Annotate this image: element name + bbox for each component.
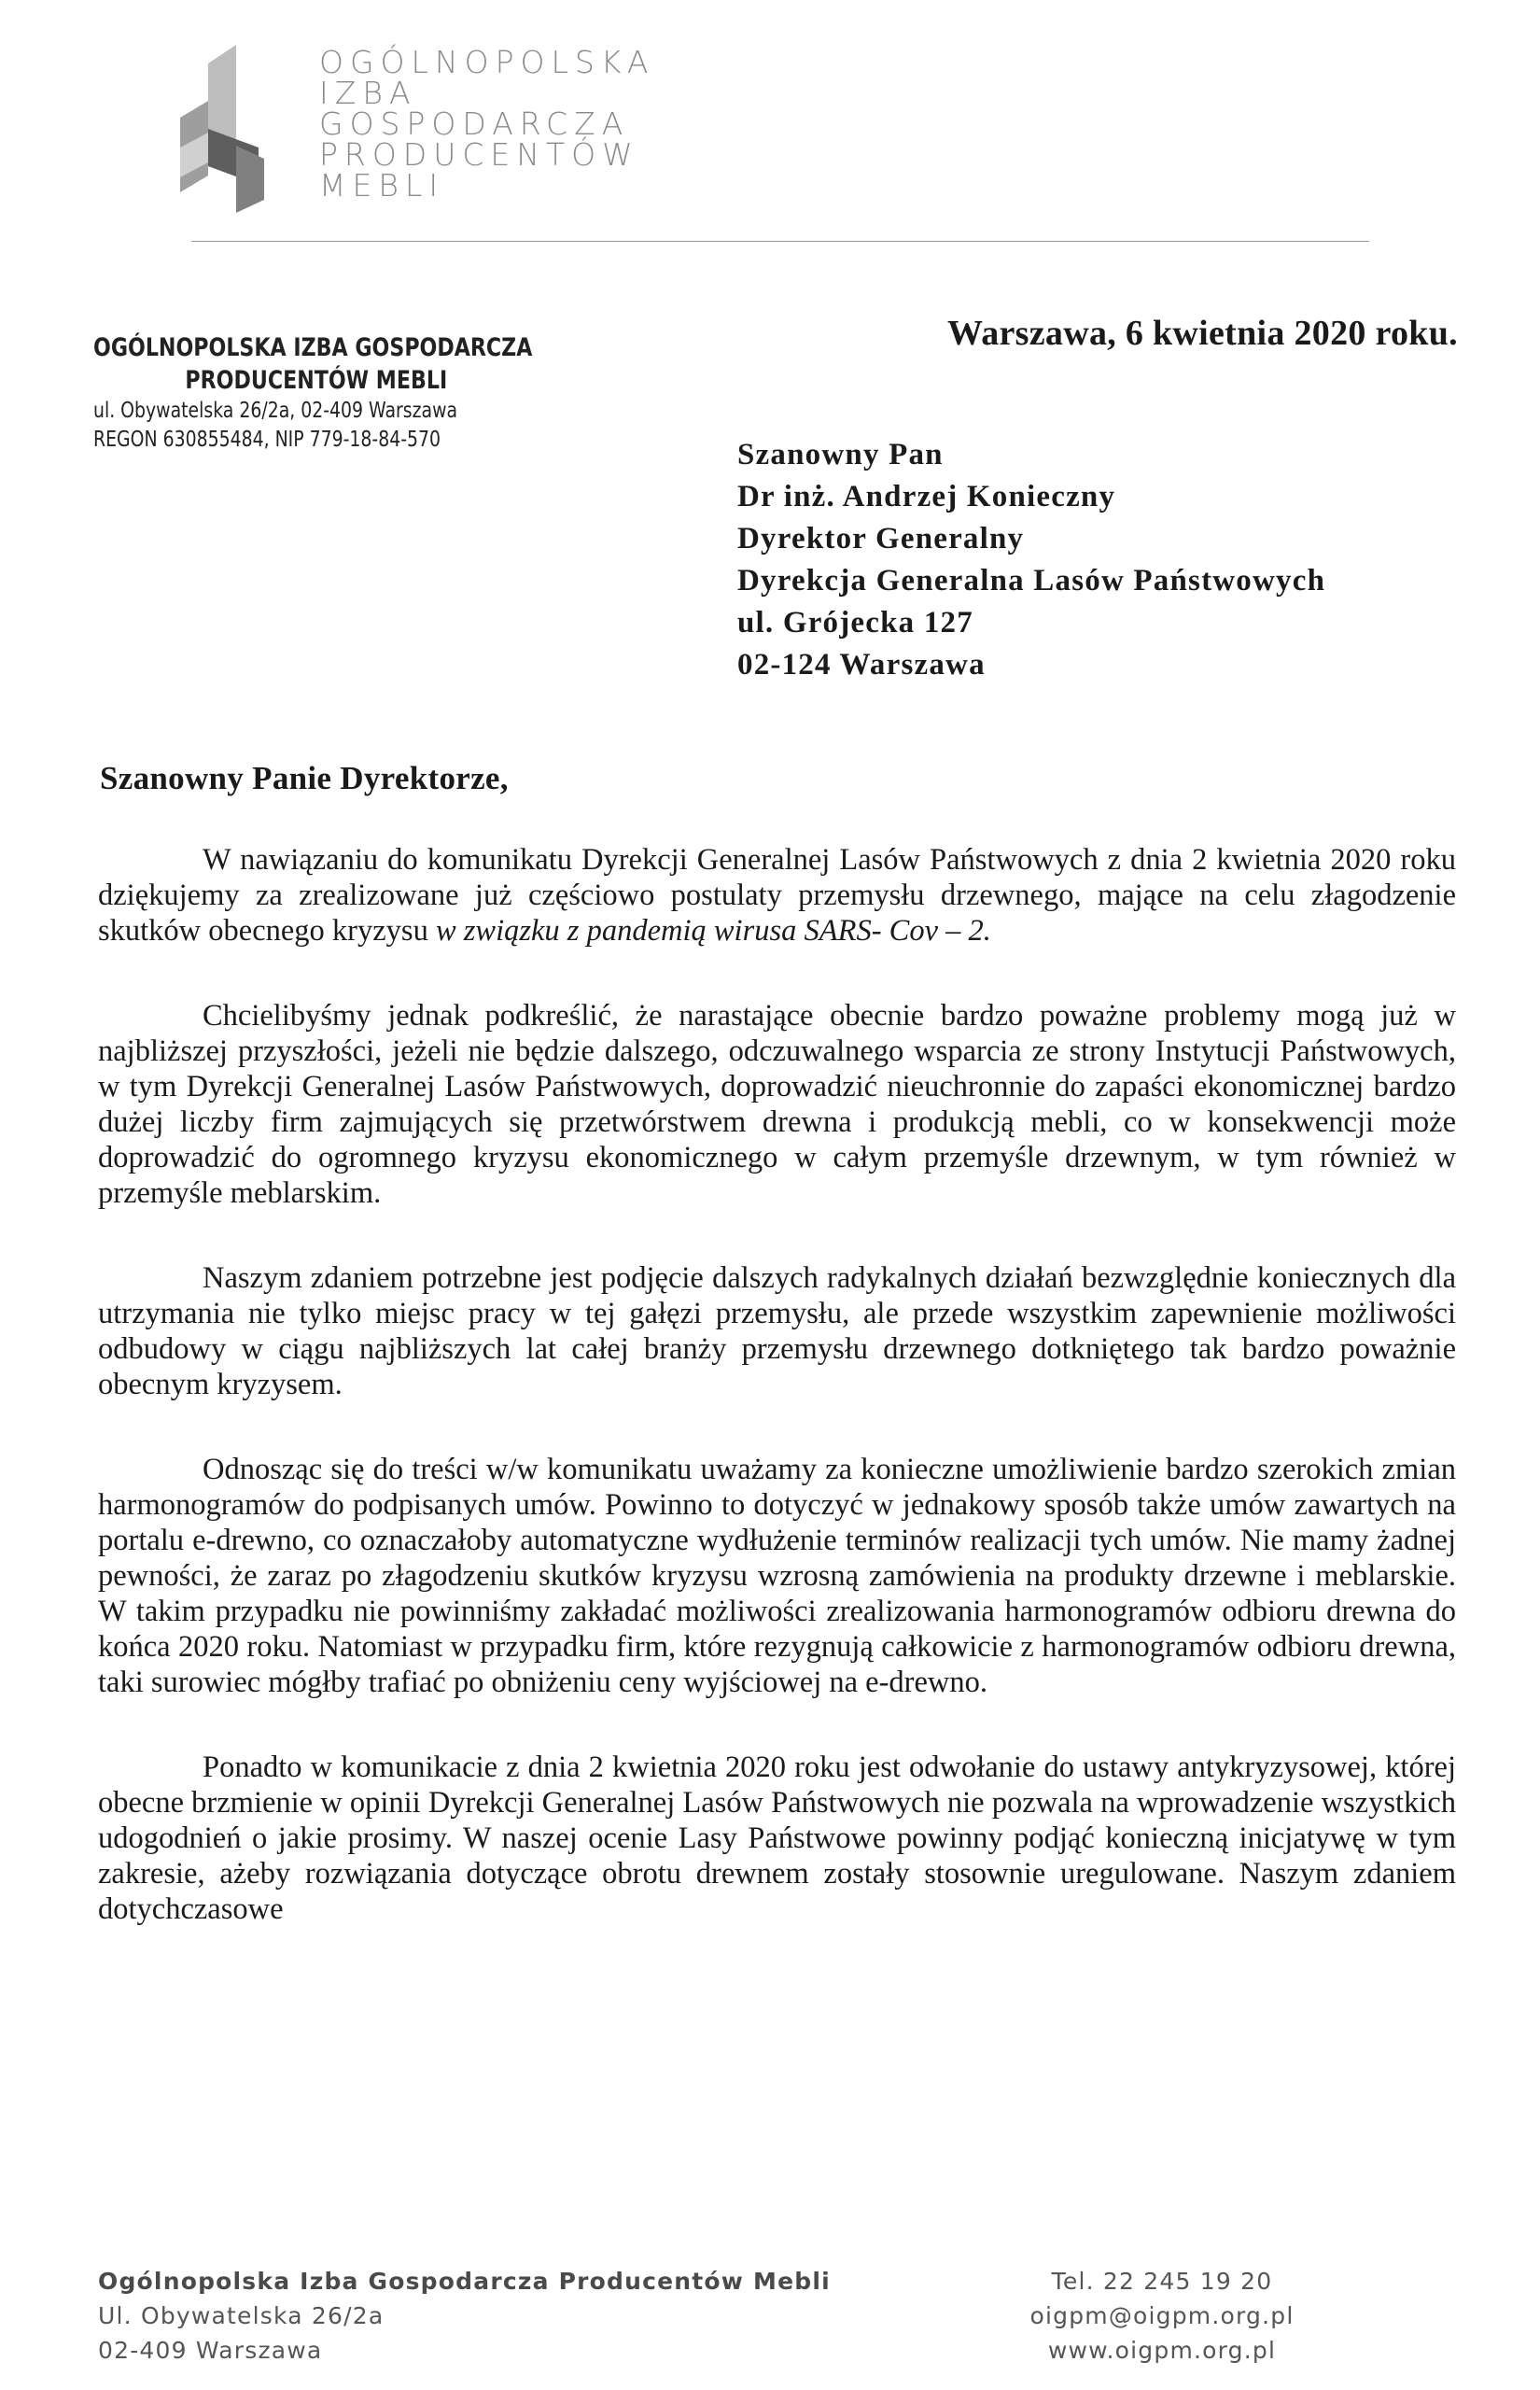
salutation: Szanowny Panie Dyrektorze, [100, 760, 509, 796]
sender-stamp [93, 331, 533, 455]
recipient-line: ul. Grójecka 127 [737, 606, 973, 640]
footer-phone: Tel. 22 245 19 20 [1051, 2268, 1273, 2295]
logo-line: OGÓLNOPOLSKA [319, 44, 655, 80]
footer-street: Ul. Obywatelska 26/2a [98, 2302, 385, 2329]
footer-org: Ogólnopolska Izba Gospodarcza Producentów Mebli [98, 2268, 831, 2295]
body-paragraph: Ponadto w komunikacie z dnia 2 kwietnia 2020 roku jest odwołanie do ustawy antykryzysowej, której obecne brzmienie w opinii Dyrekcji Generalnej Lasów Państwowych nie pozwala na wprowadzenie wszystkich udogodnień o jakie prosimy. W naszej ocenie Lasy Państwowe powinny podjąć konieczną inicjatywę w tym zakresie, ażeby rozwiązania dotyczące obrotu drewnem zostały stosownie uregulowane. Naszym zdaniem dotychczasowe [98, 1750, 1456, 1926]
logo-wordmark [319, 44, 655, 204]
body-paragraph [98, 842, 1456, 949]
body-paragraph: Chcielibyśmy jednak podkreślić, że narastające obecnie bardzo poważne problemy mogą już w najbliższej przyszłości, jeżeli nie będzie dalszego, odczuwalnego wsparcia ze strony Instytucji Państwowych, w tym Dyrekcji Generalnej Lasów Państwowych, doprowadzić nieuchronnie do zapaści ekonomicznej bardzo dużej liczby firm zajmujących się przetwórstwem drewna i produkcją mebli, co w konsekwencji może doprowadzić do ogromnego kryzysu ekonomicznego w całym przemyśle drzewnym, w tym również w przemyśle meblarskim. [98, 999, 1456, 1210]
sender-org-line2: PRODUCENTÓW MEBLI [185, 366, 448, 395]
letter-body [98, 842, 1456, 1927]
header-divider [191, 241, 1369, 242]
letter-date: Warszawa, 6 kwietnia 2020 roku. [947, 314, 1458, 353]
footer-website[interactable]: www.oigpm.org.pl [1047, 2337, 1277, 2364]
body-paragraph: Odnosząc się do treści w/w komunikatu uważamy za konieczne umożliwienie bardzo szerokich zmian harmonogramów do podpisanych umów. Powinno to dotyczyć w jednakowy sposób także umów zawartych na portalu e-drewno, co oznaczałoby automatyczne wydłużenie terminów realizacji tych umów. Nie mamy żadnej pewności, że zaraz po złagodzeniu skutków kryzysu wzrosną zamówienia na produkty drzewne i meblarskie. W takim przypadku nie powinniśmy zakładać możliwości zrealizowania harmonogramów odbioru drewna do końca 2020 roku. Natomiast w przypadku firm, które rezygnują całkowicie z harmonogramów odbioru drewna, taki surowiec mógłby trafiać po obniżeniu ceny wyjściowej na e-drewno. [98, 1453, 1456, 1699]
sender-org-line1: OGÓLNOPOLSKA IZBA GOSPODARCZA [93, 333, 533, 362]
sender-address: ul. Obywatelska 26/2a, 02-409 Warszawa [93, 399, 458, 423]
logo-line: IZBA [319, 75, 417, 111]
logo-mark-icon [173, 35, 294, 213]
body-text: W nawiązaniu do komunikatu Dyrekcji Generalnej Lasów Państwowych z dnia 2 kwietnia 2020 roku dziękujemy za zrealizowane już częściowo postulaty przemysłu drzewnego, mające na celu złagodzenie skutków obecnego kryzysu [98, 843, 1456, 948]
logo-line: PRODUCENTÓW [319, 136, 639, 173]
logo-line: MEBLI [319, 167, 445, 204]
recipient-line: Dr inż. Andrzej Konieczny [737, 480, 1116, 513]
recipient-line: Dyrekcja Generalna Lasów Państwowych [737, 564, 1326, 598]
recipient-line: Dyrektor Generalny [737, 522, 1025, 555]
footer-email[interactable]: oigpm@oigpm.org.pl [1029, 2302, 1295, 2329]
recipient-line: Szanowny Pan [737, 438, 944, 471]
sender-registry: REGON 630855484, NIP 779-18-84-570 [93, 428, 441, 452]
footer-city: 02-409 Warszawa [98, 2337, 323, 2364]
footer-address [98, 2264, 831, 2368]
footer-contact [1013, 2264, 1311, 2368]
letter-footer [98, 2264, 1461, 2367]
recipient-line: 02-124 Warszawa [737, 648, 986, 682]
body-paragraph: Naszym zdaniem potrzebne jest podjęcie dalszych radykalnych działań bezwzględnie koniecznych dla utrzymania nie tylko miejsc pracy w tej gałęzi przemysłu, ale przede wszystkim zapewnienie możliwości odbudowy w ciągu najbliższych lat całej branży przemysłu drzewnego dotkniętego tak bardzo poważnie obecnym kryzysem. [98, 1261, 1456, 1401]
logo-line: GOSPODARCZA [319, 105, 630, 142]
recipient-block [737, 434, 1325, 686]
body-italic-text: w związku z pandemią wirusa SARS- Cov – 2. [435, 914, 991, 948]
